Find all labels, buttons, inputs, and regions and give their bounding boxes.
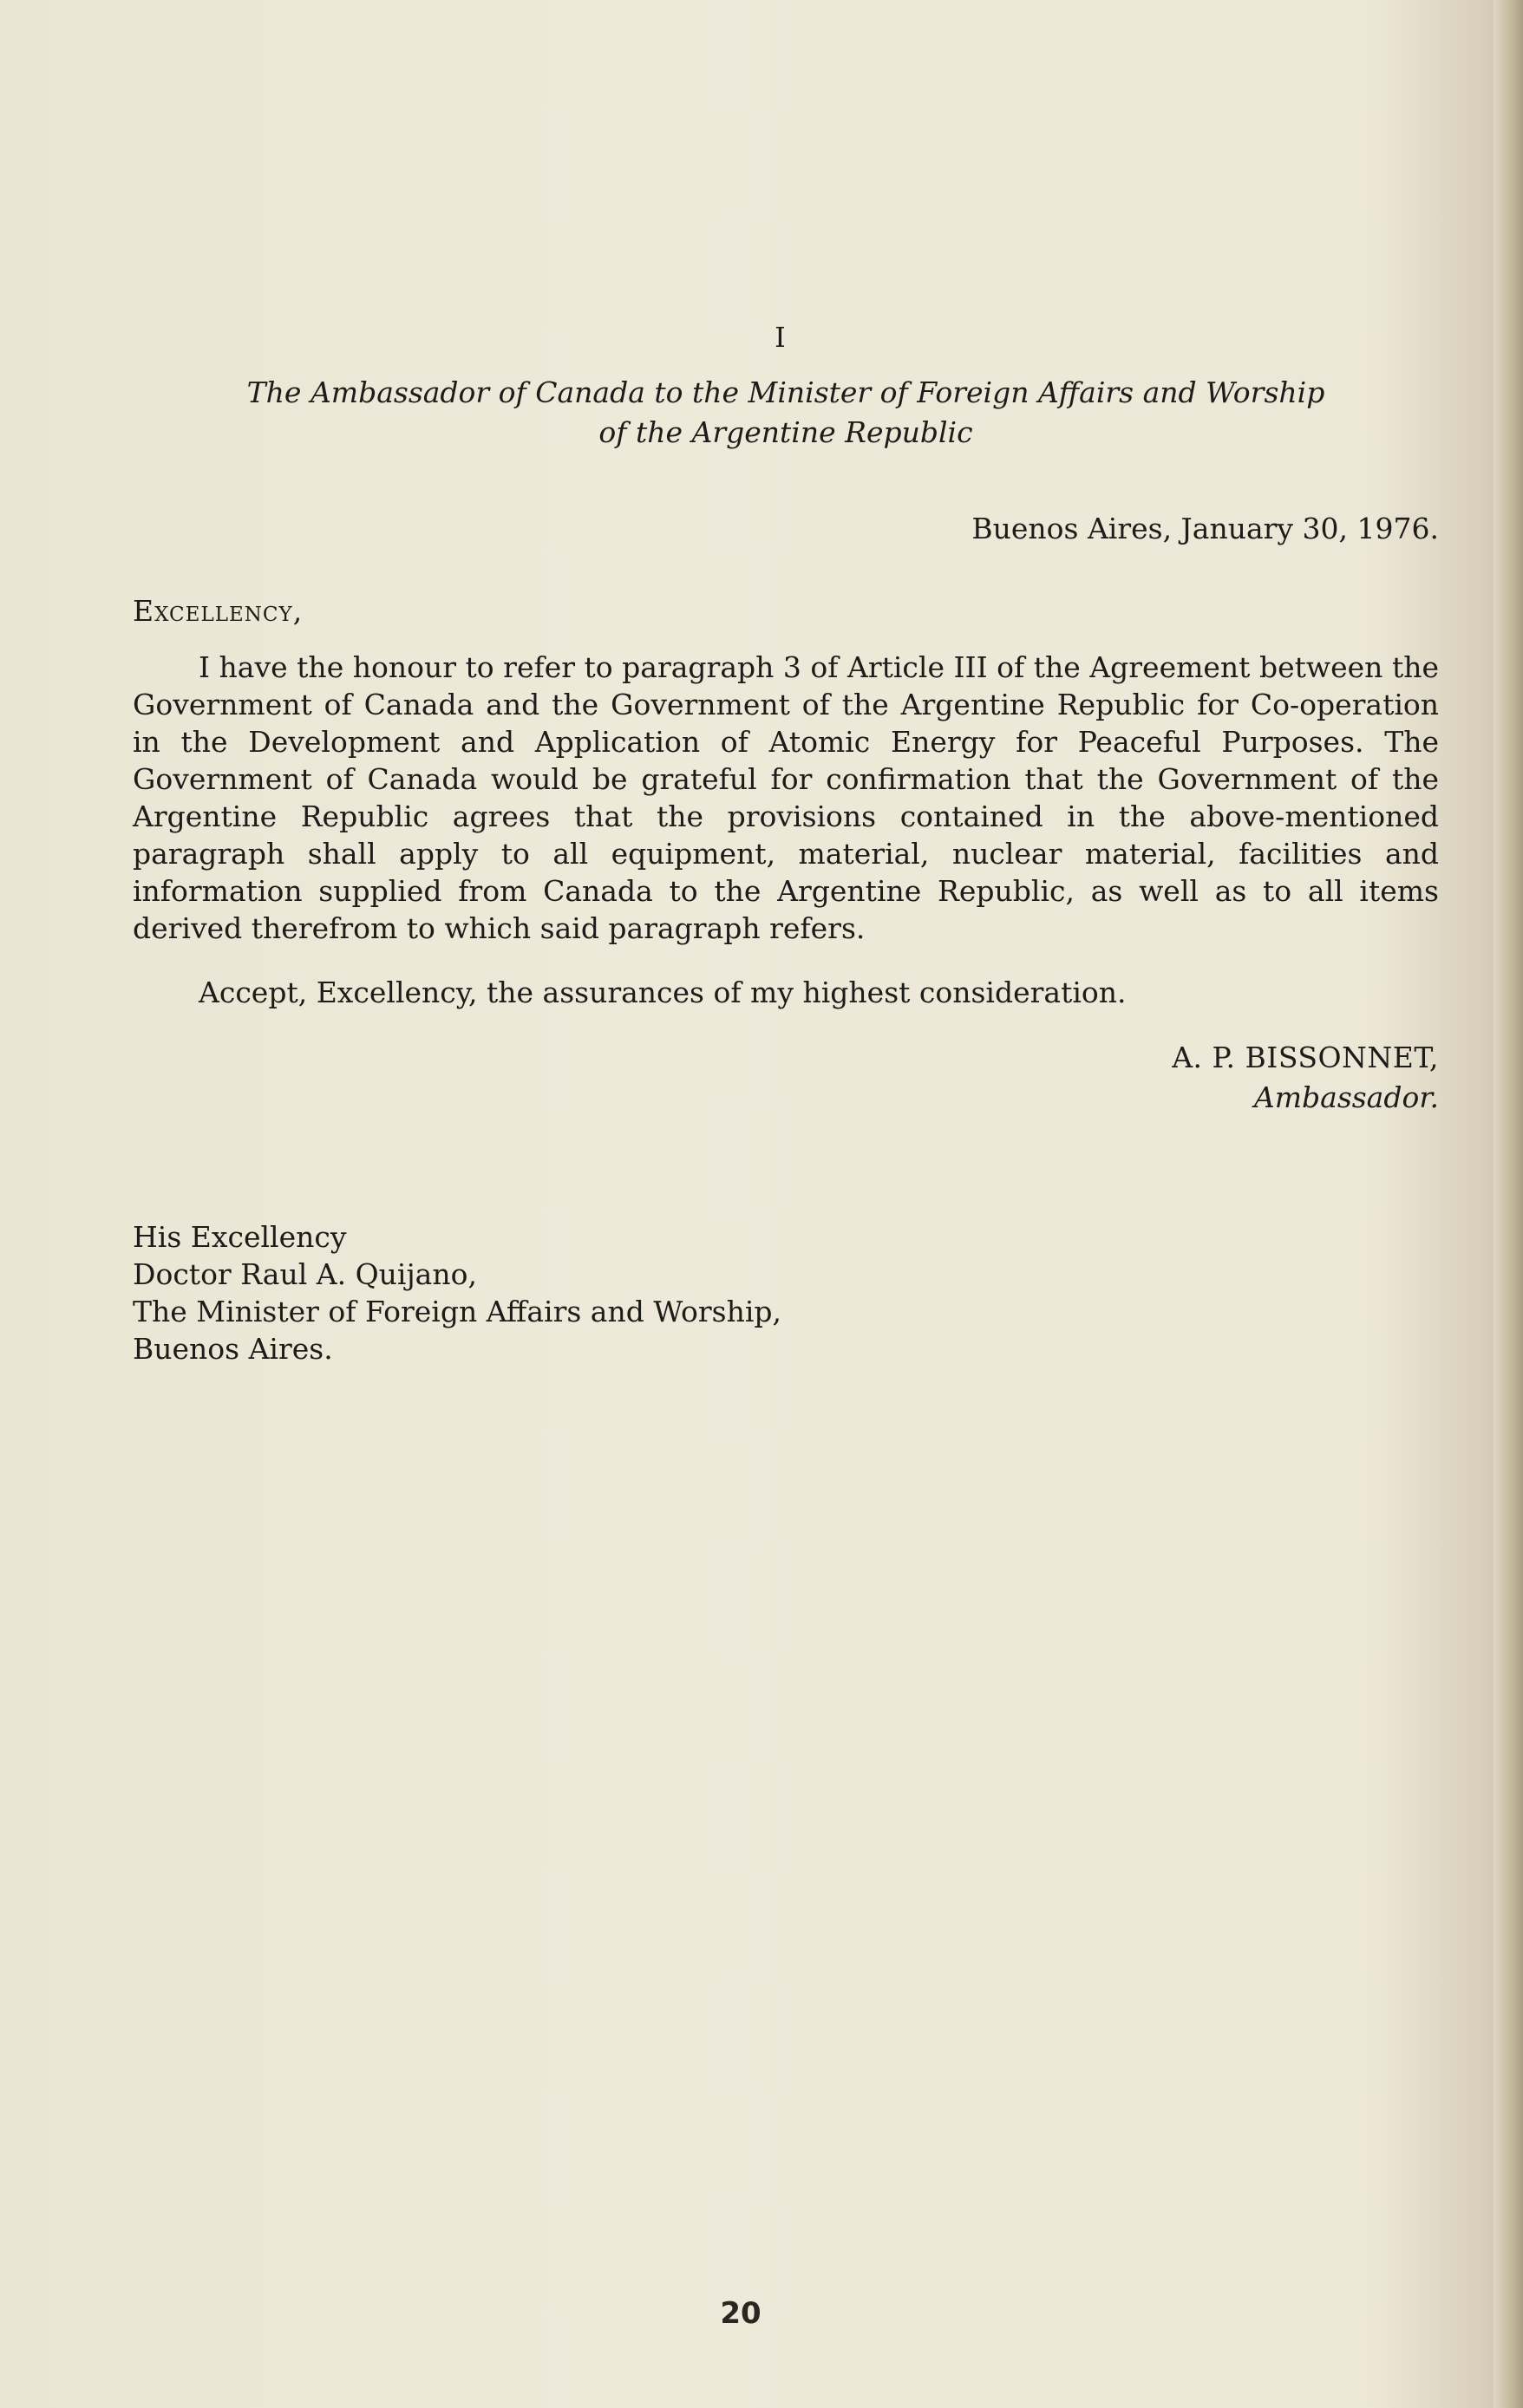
addressee-line-4: Buenos Aires. (133, 1332, 333, 1366)
section-numeral: I (775, 321, 787, 354)
body-paragraph: I have the honour to refer to paragraph 3 of Article III of the Agreement between the Government of Canada and the Government of the Argentine Republic for Co-operation in the Development and Application of Atomic Energy for Peaceful Purposes. The Government of Canada would be grateful for confirmation that the Government of the Argentine Republic agrees that the provisions contained in the above-mentioned paragraph shall apply to all equipment, material, nuclear material, facilities and information supplied from Canada to the Argentine Republic, as well as to all items derived therefrom to which said paragraph refers. (133, 650, 1439, 945)
heading-line-1: The Ambassador of Canada to the Minister of Foreign Affairs and Worship (246, 375, 1325, 409)
heading-line-2: of the Argentine Republic (598, 415, 973, 449)
page-edge-shadow (1494, 0, 1523, 2408)
addressee-block (133, 1218, 1439, 1367)
letter-content (133, 321, 1439, 1367)
closing-line: Accept, Excellency, the assurances of my highest consideration. (199, 976, 1127, 1009)
addressee-line-2: Doctor Raul A. Quijano, (133, 1257, 477, 1291)
signature-name: A. P. BISSONNET, (1172, 1041, 1439, 1074)
signature-title: Ambassador. (1253, 1080, 1439, 1114)
page-number: 20 (720, 2296, 762, 2331)
salutation: Excellency, (133, 594, 304, 628)
letter-heading (133, 373, 1439, 453)
signature-block (133, 1038, 1439, 1118)
letter-date: Buenos Aires, January 30, 1976. (971, 512, 1439, 545)
addressee-line-1: His Excellency (133, 1220, 347, 1254)
addressee-line-3: The Minister of Foreign Affairs and Worship, (133, 1295, 782, 1328)
